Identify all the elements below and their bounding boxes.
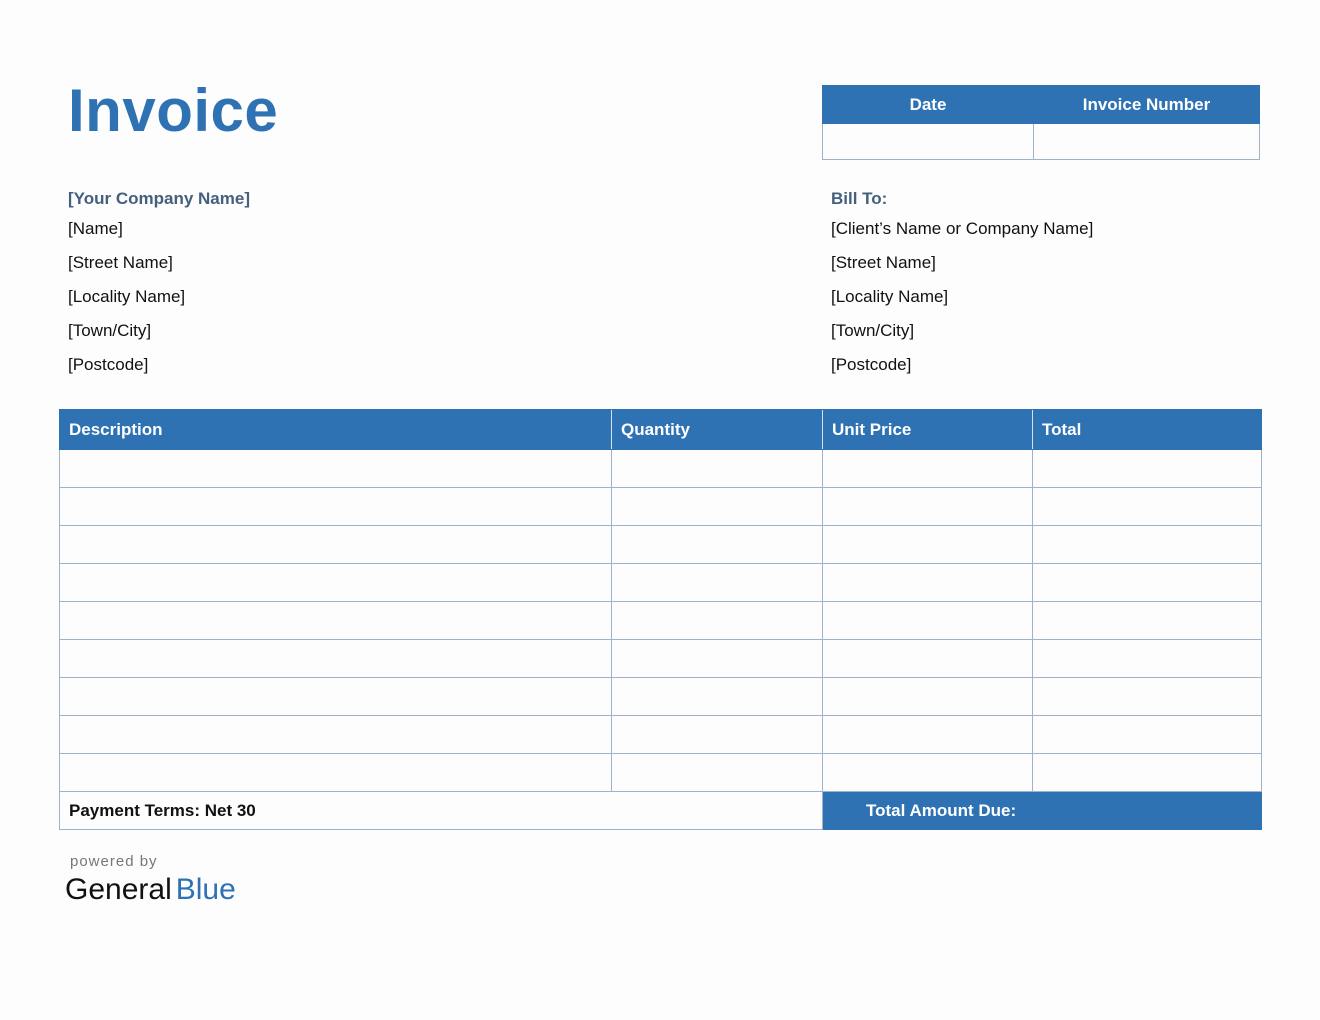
description-cell[interactable] [60, 678, 612, 716]
table-row [60, 716, 1262, 754]
description-cell[interactable] [60, 602, 612, 640]
company-info [68, 189, 250, 389]
total-header: Total [1033, 410, 1262, 450]
company-town: [Town/City] [68, 321, 152, 340]
total-cell[interactable] [1033, 754, 1262, 792]
company-street: [Street Name] [68, 253, 173, 272]
description-cell[interactable] [60, 640, 612, 678]
total-cell[interactable] [1033, 640, 1262, 678]
quantity-cell[interactable] [612, 564, 823, 602]
total-amount-due-label: Total Amount Due: [866, 800, 1017, 820]
client-locality: [Locality Name] [831, 287, 949, 306]
bill-to-info [831, 189, 1093, 389]
quantity-cell[interactable] [612, 488, 823, 526]
company-contact-name: [Name] [68, 219, 123, 238]
total-cell[interactable] [1033, 526, 1262, 564]
table-row [60, 640, 1262, 678]
total-cell[interactable] [1033, 488, 1262, 526]
total-cell[interactable] [1033, 678, 1262, 716]
date-value[interactable] [823, 124, 1034, 160]
table-row [60, 754, 1262, 792]
payment-terms: Payment Terms: Net 30 [60, 792, 823, 830]
line-items-table [59, 409, 1262, 830]
total-cell[interactable] [1033, 716, 1262, 754]
quantity-cell[interactable] [612, 450, 823, 488]
generalblue-logo [65, 872, 236, 908]
unit-price-cell[interactable] [823, 754, 1033, 792]
total-amount-due [823, 792, 1262, 830]
invoice-number-header: Invoice Number [1034, 86, 1260, 124]
description-header: Description [60, 410, 612, 450]
unit-price-cell[interactable] [823, 564, 1033, 602]
description-cell[interactable] [60, 716, 612, 754]
client-name: [Client’s Name or Company Name] [831, 219, 1094, 238]
brand-blue: Blue [175, 873, 236, 906]
invoice-meta-table [822, 85, 1260, 160]
quantity-cell[interactable] [612, 754, 823, 792]
table-row [60, 678, 1262, 716]
quantity-header: Quantity [612, 410, 823, 450]
quantity-cell[interactable] [612, 602, 823, 640]
total-cell[interactable] [1033, 564, 1262, 602]
table-row [60, 602, 1262, 640]
bill-to-heading: Bill To: [831, 189, 888, 208]
table-row [60, 526, 1262, 564]
company-name: [Your Company Name] [68, 189, 250, 208]
quantity-cell[interactable] [612, 526, 823, 564]
quantity-cell[interactable] [612, 640, 823, 678]
date-header: Date [823, 86, 1034, 124]
description-cell[interactable] [60, 754, 612, 792]
description-cell[interactable] [60, 564, 612, 602]
quantity-cell[interactable] [612, 678, 823, 716]
description-cell[interactable] [60, 450, 612, 488]
invoice-number-value[interactable] [1034, 124, 1260, 160]
unit-price-header: Unit Price [823, 410, 1033, 450]
brand-general: General [65, 873, 172, 906]
company-locality: [Locality Name] [68, 287, 186, 306]
table-row [60, 564, 1262, 602]
total-cell[interactable] [1033, 602, 1262, 640]
unit-price-cell[interactable] [823, 450, 1033, 488]
description-cell[interactable] [60, 526, 612, 564]
powered-by-text: powered by [70, 853, 158, 870]
description-cell[interactable] [60, 488, 612, 526]
unit-price-cell[interactable] [823, 678, 1033, 716]
unit-price-cell[interactable] [823, 488, 1033, 526]
client-town: [Town/City] [831, 321, 915, 340]
table-row [60, 450, 1262, 488]
company-postcode: [Postcode] [68, 355, 149, 374]
unit-price-cell[interactable] [823, 602, 1033, 640]
total-cell[interactable] [1033, 450, 1262, 488]
client-street: [Street Name] [831, 253, 936, 272]
unit-price-cell[interactable] [823, 526, 1033, 564]
unit-price-cell[interactable] [823, 716, 1033, 754]
client-postcode: [Postcode] [831, 355, 912, 374]
invoice-title: Invoice [68, 77, 279, 144]
table-row [60, 488, 1262, 526]
unit-price-cell[interactable] [823, 640, 1033, 678]
quantity-cell[interactable] [612, 716, 823, 754]
